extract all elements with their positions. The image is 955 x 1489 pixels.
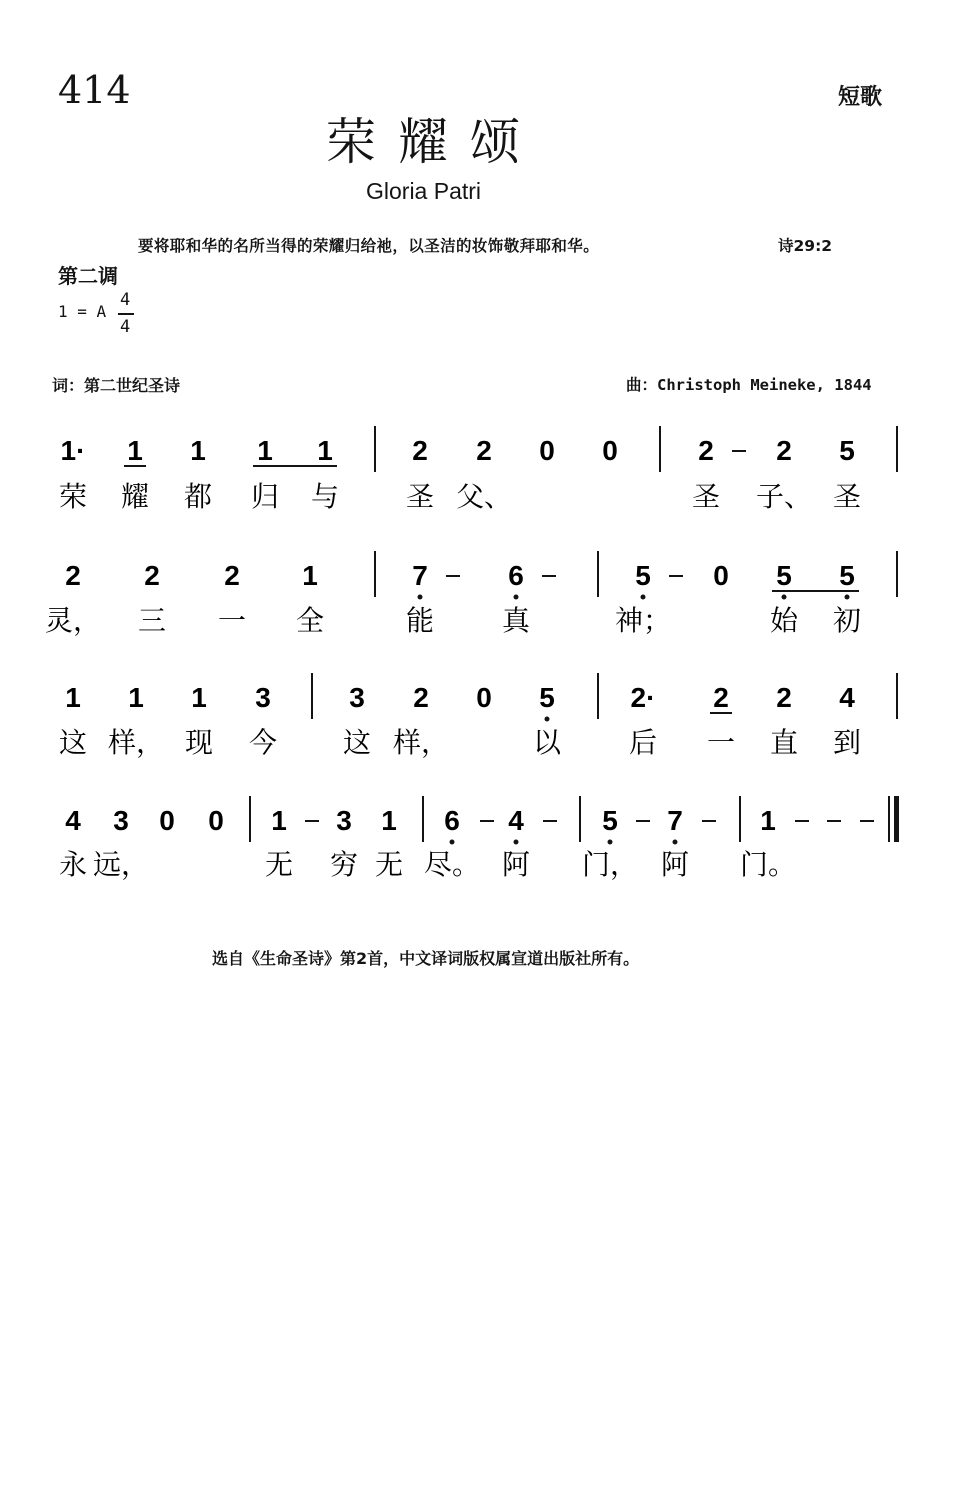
note: 1 [381,805,397,836]
note: 2 [776,435,792,466]
low-octave-dot [673,840,678,845]
note: 2 [144,560,160,591]
note: 4 [65,805,81,836]
note: 1 [317,435,333,466]
note: 6 [444,805,460,836]
note: 0 [208,805,224,836]
lyric-syllable: 始 [769,604,799,637]
hymn-title-english: Gloria Patri [366,178,482,204]
low-octave-dot [514,840,519,845]
note: 1· [60,435,86,466]
lyric-syllable: 荣 [58,480,88,513]
note: 1 [127,435,143,466]
lyric-syllable: 这 [58,726,88,759]
note: 1 [760,805,776,836]
low-octave-dot [608,840,613,845]
lyric-syllable: 到 [832,726,862,759]
note: 6 [508,560,524,591]
scripture-reference: 诗29:2 [778,237,833,255]
note: 2 [413,682,429,713]
lyric-syllable: 穷 [329,848,359,881]
note: 2 [224,560,240,591]
lyric-syllable: 样， [107,726,165,759]
lyric-syllable: 圣 [405,480,435,513]
note: 1 [190,435,206,466]
note: 1 [128,682,144,713]
note: 7 [412,560,428,591]
lyric-syllable: 门， [581,848,639,881]
lyricist-credit: 词：第二世纪圣诗 [52,376,181,395]
low-octave-dot [641,595,646,600]
note: 0 [713,560,729,591]
lyric-syllable: 子、 [755,480,813,513]
note: 2 [776,682,792,713]
key-name: 第二调 [58,264,118,288]
note: 3 [255,682,271,713]
note: 1 [191,682,207,713]
note: 1 [257,435,273,466]
note: 5 [839,560,855,591]
time-signature-top: 4 [120,290,131,310]
note: 0 [159,805,175,836]
note: 1 [65,682,81,713]
low-octave-dot [514,595,519,600]
low-octave-dot [782,595,787,600]
note: 4 [839,682,855,713]
note: 1 [302,560,318,591]
lyric-syllable: 真 [501,604,531,637]
lyric-syllable: 能 [405,604,435,637]
lyric-syllable: 今 [248,726,278,759]
lyric-syllable: 耀 [120,480,150,513]
lyric-syllable: 都 [183,480,213,513]
lyric-syllable: 现 [184,726,214,759]
lyric-syllable: 父、 [455,480,513,513]
time-signature-bottom: 4 [120,317,131,337]
lyric-syllable: 全 [295,604,325,637]
note: 2 [65,560,81,591]
note: 0 [539,435,555,466]
note: 2 [476,435,492,466]
lyric-syllable: 三 [137,604,167,637]
note: 4 [508,805,524,836]
lyric-syllable: 神； [614,604,672,637]
note: 3 [349,682,365,713]
note: 3 [113,805,129,836]
lyric-syllable: 远， [92,848,150,881]
lyric-syllable: 这 [342,726,372,759]
hymn-title-chinese: 荣耀颂 [326,113,542,171]
lyric-syllable: 样， [392,726,450,759]
note: 5 [776,560,792,591]
lyric-syllable: 阿 [660,848,690,881]
low-octave-dot [450,840,455,845]
lyric-syllable: 初 [832,604,862,637]
lyric-syllable: 以 [532,726,562,759]
lyric-syllable: 阿 [501,848,531,881]
low-octave-dot [845,595,850,600]
lyric-syllable: 圣 [691,480,721,513]
lyric-syllable: 尽。 [423,848,481,881]
note: 2 [698,435,714,466]
lyric-syllable: 无 [374,848,404,881]
scripture-verse: 要将耶和华的名所当得的荣耀归给祂，以圣洁的妆饰敬拜耶和华。 [138,237,600,255]
key-signature: 1 = A [58,302,107,321]
composer-credit: 曲：Christoph Meineke, 1844 [626,376,872,394]
hymn-number: 414 [58,68,131,112]
note: 7 [667,805,683,836]
lyric-syllable: 一 [706,726,736,759]
note: 5 [539,682,555,713]
note: 2 [412,435,428,466]
hymn-category: 短歌 [838,84,883,110]
note: 2· [630,682,656,713]
low-octave-dot [545,717,550,722]
note: 5 [635,560,651,591]
note: 5 [602,805,618,836]
lyric-syllable: 直 [769,726,799,759]
note: 5 [839,435,855,466]
note: 0 [476,682,492,713]
final-bar-thick [894,796,899,842]
note: 2 [713,682,729,713]
lyric-syllable: 一 [217,604,247,637]
low-octave-dot [418,595,423,600]
lyric-syllable: 门。 [739,848,797,881]
lyric-syllable: 与 [310,480,340,513]
note: 1 [271,805,287,836]
note: 3 [336,805,352,836]
lyric-syllable: 归 [250,480,280,513]
lyric-syllable: 灵， [44,604,102,637]
note: 0 [602,435,618,466]
lyric-syllable: 无 [264,848,294,881]
lyric-syllable: 圣 [832,480,862,513]
lyric-syllable: 永 [58,848,88,881]
lyric-syllable: 后 [628,726,658,759]
copyright-note: 选自《生命圣诗》第2首，中文译词版权属宣道出版社所有。 [212,949,640,968]
